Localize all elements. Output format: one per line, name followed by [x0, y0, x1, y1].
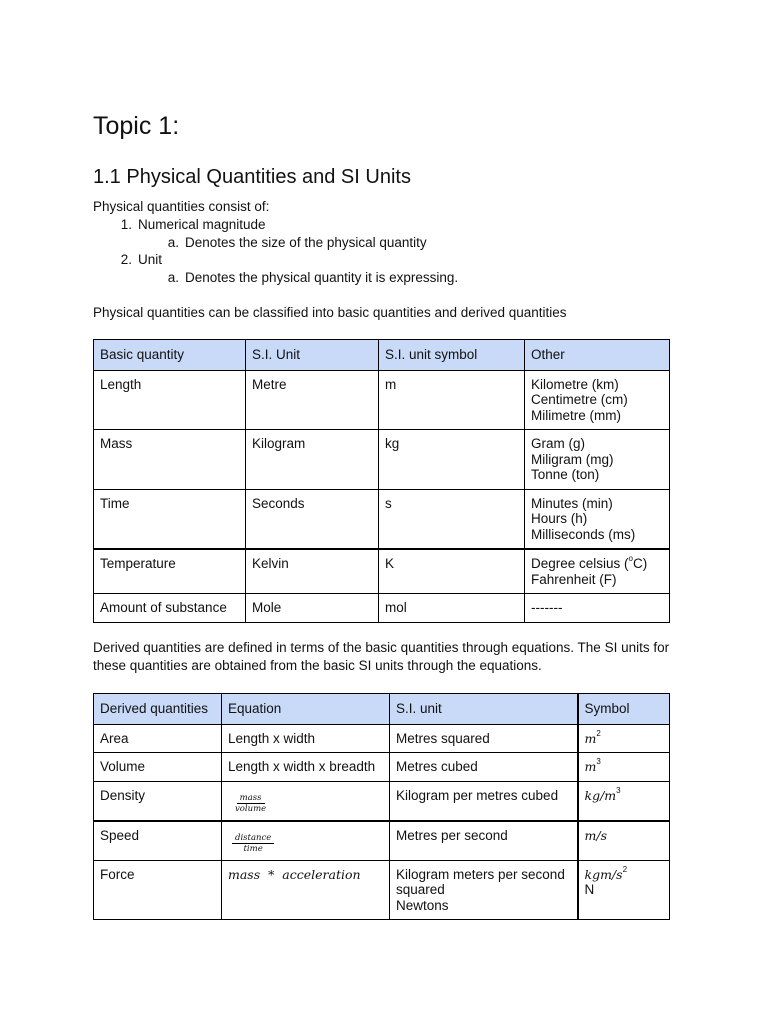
- table-cell: m: [379, 370, 525, 430]
- list-subitem: [159, 234, 427, 251]
- cell-line: Tonne (ton): [531, 467, 600, 482]
- header-cell: Symbol: [578, 694, 670, 725]
- table-header-row: [94, 340, 670, 371]
- table-cell: Mole: [246, 594, 379, 623]
- header-cell: S.I. unit symbol: [379, 340, 525, 371]
- table-cell: [222, 781, 390, 821]
- section-heading: 1.1 Physical Quantities and SI Units: [93, 166, 411, 188]
- fraction-denominator: time: [243, 843, 263, 854]
- table-cell: Speed: [94, 821, 222, 861]
- table-cell: Length x width x breadth: [222, 753, 390, 782]
- list-marker: a.: [167, 235, 179, 250]
- list-number: 1.: [120, 217, 132, 232]
- list-marker: a.: [167, 270, 179, 285]
- derived-text: Derived quantities are defined in terms of the basic quantities through equations. The SI units for these quantities are obtained from the basic SI units through the equations.: [93, 640, 670, 673]
- table-row: [94, 430, 670, 490]
- table-cell: Kilogram: [246, 430, 379, 490]
- cell-line: Milimetre (mm): [531, 407, 621, 423]
- cell-line: N: [584, 882, 595, 897]
- table-cell: Amount of substance: [94, 594, 246, 623]
- table-cell: s: [379, 489, 525, 549]
- speed-fraction: [232, 833, 274, 854]
- list-subtext: Denotes the physical quantity it is expressing.: [185, 270, 459, 285]
- header-cell: Derived quantities: [94, 694, 222, 725]
- table-cell: Area: [94, 724, 222, 753]
- topic-heading: Topic 1:: [93, 112, 180, 140]
- table-cell: [222, 860, 390, 920]
- table-row: [94, 860, 670, 920]
- symbol-base: m/s: [584, 827, 607, 843]
- table-cell: -------: [525, 594, 670, 623]
- table-cell: [578, 781, 670, 821]
- table-cell: mol: [379, 594, 525, 623]
- list-item: [112, 216, 266, 233]
- basic-quantities-table: [93, 339, 670, 623]
- header-cell: S.I. unit: [390, 694, 578, 725]
- table-cell: Metres per second: [390, 821, 578, 861]
- header-cell: Basic quantity: [94, 340, 246, 371]
- table-cell: [578, 724, 670, 753]
- table-cell: Seconds: [246, 489, 379, 549]
- symbol-exponent: 3: [596, 757, 601, 766]
- cell-line: Hours (h): [531, 511, 588, 526]
- table-row: [94, 489, 670, 549]
- table-cell: [525, 430, 670, 490]
- derived-quantities-table: [93, 693, 670, 920]
- cell-line: [531, 556, 663, 572]
- list-item: [112, 251, 162, 268]
- header-cell: S.I. Unit: [246, 340, 379, 371]
- symbol-exponent: 2: [596, 728, 601, 738]
- table-cell: [525, 549, 670, 594]
- table-cell: Force: [94, 860, 222, 920]
- table-cell: [578, 860, 670, 920]
- symbol-base: m: [584, 730, 597, 746]
- table-cell: Temperature: [94, 549, 246, 594]
- symbol-base: m: [584, 759, 597, 774]
- degree-text-post: C): [633, 556, 648, 571]
- table-cell: Kilogram per metres cubed: [390, 781, 578, 821]
- table-row: [94, 753, 670, 782]
- table-cell: Metres cubed: [390, 753, 578, 782]
- cell-line: Milliseconds (ms): [531, 526, 636, 542]
- table-cell: Kelvin: [246, 549, 379, 594]
- list-text: Unit: [138, 252, 163, 267]
- cell-line: Kilometre (km): [531, 376, 619, 392]
- classify-text: Physical quantities can be classified into basic quantities and derived quantities: [93, 305, 567, 320]
- list-subtext: Denotes the size of the physical quantity: [185, 235, 427, 250]
- table-cell: K: [379, 549, 525, 594]
- table-cell: kg: [379, 430, 525, 490]
- table-cell: Metres squared: [390, 724, 578, 753]
- intro-text: Physical quantities consist of:: [93, 199, 270, 214]
- symbol-exponent: 2: [622, 864, 628, 874]
- header-cell: Other: [525, 340, 670, 371]
- table-row: [94, 549, 670, 594]
- table-header-row: [94, 694, 670, 725]
- degree-symbol: o: [628, 554, 633, 563]
- table-cell: [578, 753, 670, 782]
- symbol-base: kg/m: [584, 787, 617, 803]
- table-row: [94, 821, 670, 861]
- cell-line: Kilogram meters per second squared: [396, 866, 565, 897]
- cell-line: [584, 864, 664, 883]
- table-cell: Volume: [94, 753, 222, 782]
- cell-line: Miligram (mg): [531, 451, 614, 467]
- cell-line: Fahrenheit (F): [531, 571, 617, 587]
- cell-line: Minutes (min): [531, 495, 613, 511]
- list-subitem: [159, 269, 458, 286]
- table-cell: Length: [94, 370, 246, 430]
- list-number: 2.: [120, 252, 132, 267]
- fraction-numerator: mass: [237, 793, 265, 804]
- table-cell: [525, 370, 670, 430]
- fraction-numerator: distance: [232, 833, 274, 844]
- table-cell: [390, 860, 578, 920]
- table-cell: [525, 489, 670, 549]
- symbol-exponent: 3: [616, 785, 621, 795]
- table-cell: Time: [94, 489, 246, 549]
- table-row: [94, 724, 670, 753]
- table-row: [94, 781, 670, 821]
- fraction-denominator: volume: [235, 803, 267, 814]
- table-cell: Length x width: [222, 724, 390, 753]
- symbol-base: kgm/s: [584, 866, 623, 882]
- table-cell: Mass: [94, 430, 246, 490]
- table-cell: [578, 821, 670, 861]
- list-text: Numerical magnitude: [138, 217, 266, 232]
- cell-line: Gram (g): [531, 436, 585, 451]
- table-cell: Metre: [246, 370, 379, 430]
- cell-line: Newtons: [396, 897, 449, 913]
- density-fraction: [232, 793, 269, 814]
- degree-text-pre: Degree celsius (: [531, 556, 629, 571]
- table-cell: Density: [94, 781, 222, 821]
- force-equation: mass * acceleration: [228, 866, 361, 882]
- table-row: [94, 594, 670, 623]
- table-row: [94, 370, 670, 430]
- header-cell: Equation: [222, 694, 390, 725]
- table-cell: [222, 821, 390, 861]
- cell-line: Centimetre (cm): [531, 392, 628, 407]
